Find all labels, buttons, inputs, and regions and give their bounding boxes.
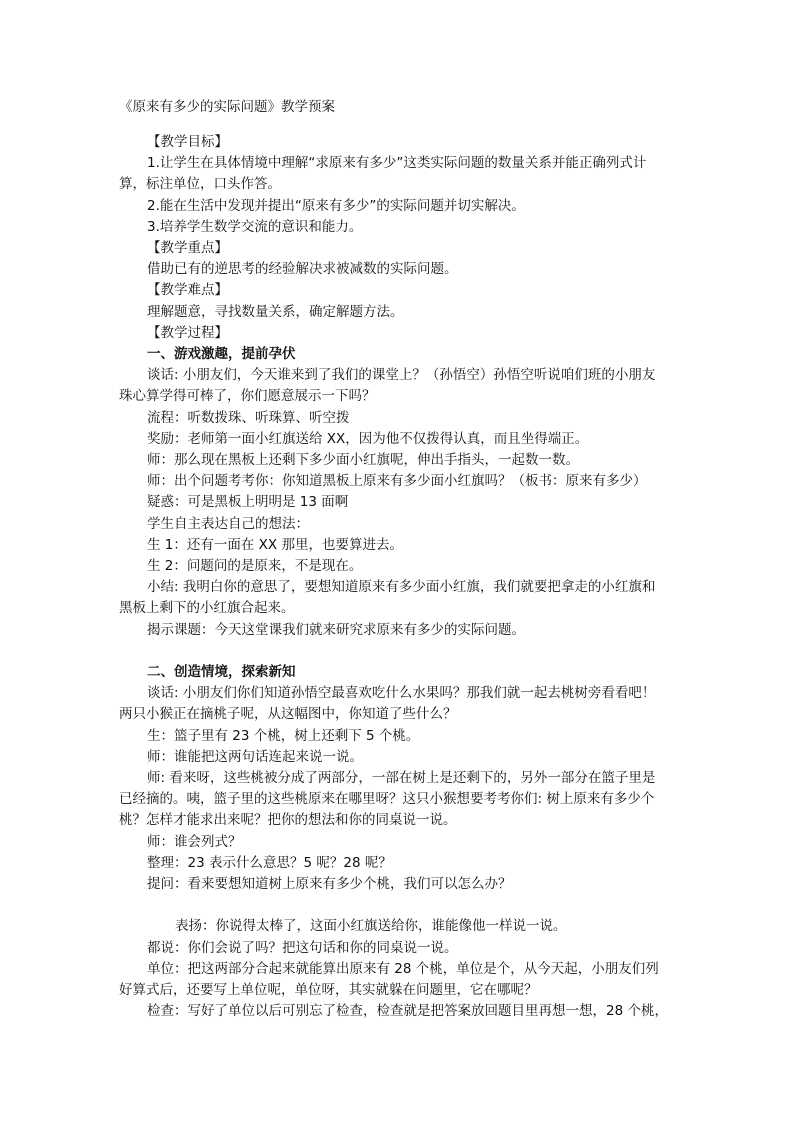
paragraph-line: 两只小猴正在摘桃子呢，从这幅图中，你知道了些什么？ [119,706,457,723]
paragraph-line: 师: 看来呀，这些桃被分成了两部分，一部在树上是还剩下的，另外一部分在篮子里是 [147,770,656,787]
objective-2: 2.能在生活中发现并提出“原来有多少”的实际问题并切实解决。 [147,197,525,214]
document-title: 《原来有多少的实际问题》教学预案 [119,99,335,115]
paragraph-line: 疑惑：可是黑板上明明是 13 面啊 [147,494,349,511]
paragraph-line: 谈话: 小朋友们，今天谁来到了我们的课堂上？（孙悟空）孙悟空听说咱们班的小朋友 [147,367,656,384]
difficulty-text: 理解题意，寻找数量关系，确定解题方法。 [147,303,404,320]
paragraph-line: 小结: 我明白你的意思了，要想知道原来有多少面小红旗，我们就要把拿走的小红旗和 [147,579,656,596]
paragraph-line: 师：谁能把这两句话连起来说一说。 [147,748,363,765]
blank-line [119,641,679,662]
objective-3: 3.培养学生数学交流的意识和能力。 [147,218,363,235]
paragraph-line: 生 1：还有一面在 XX 那里，也要算进去。 [147,536,403,553]
objective-1: 1.让学生在具体情境中理解“求原来有多少”这类实际问题的数量关系并能正确列式计 [147,155,647,172]
section-heading-objectives: 【教学目标】 [147,134,228,150]
paragraph-line: 生：篮子里有 23 个桃，树上还剩下 5 个桃。 [147,727,420,744]
paragraph-line: 已经摘的。咦，篮子里的这些桃原来在哪里呀？这只小猴想要考考你们: 树上原来有多少个 [119,791,655,808]
objective-1-cont: 算，标注单位，口头作答。 [119,176,281,193]
paragraph-line: 整理：23 表示什么意思？5 呢？28 呢？ [147,854,392,871]
paragraph-line: 提问：看来要想知道树上原来有多少个桃，我们可以怎么办？ [147,876,512,893]
document-body [119,132,679,1023]
section-heading-key-points: 【教学重点】 [147,240,228,257]
paragraph-line: 师：出个问题考考你：你知道黑板上原来有多少面小红旗吗？（板书：原来有多少） [147,473,647,490]
paragraph-line: 揭示课题：今天这堂课我们就来研究求原来有多少的实际问题。 [147,621,525,638]
paragraph-line: 师：谁会列式？ [147,833,242,850]
part-one-heading: 一、游戏激趣，提前孕伏 [147,346,296,363]
paragraph-line: 检查：写好了单位以后可别忘了检查，检查就是把答案放回题目里再想一想，28 个桃， [147,1003,668,1020]
key-point-text: 借助已有的逆思考的经验解决求被减数的实际问题。 [147,261,458,278]
paragraph-line: 流程：听数拨珠、听珠算、听空拨 [147,409,350,426]
paragraph-line: 谈话: 小朋友们你们知道孙悟空最喜欢吃什么水果吗？那我们就一起去桃树旁看看吧！ [147,685,656,702]
paragraph-line: 表扬：你说得太棒了，这面小红旗送给你，谁能像他一样说一说。 [175,918,567,935]
paragraph-line: 珠心算学得可棒了，你们愿意展示一下吗？ [119,388,376,405]
paragraph-line: 奖励：老师第一面小红旗送给 XX，因为他不仅拨得认真，而且坐得端正。 [147,430,589,447]
paragraph-line: 单位：把这两部分合起来就能算出原来有 28 个桃，单位是个，从今天起，小朋友们列 [147,960,659,977]
blank-line [119,895,679,916]
paragraph-line: 生 2：问题问的是原来，不是现在。 [147,558,363,575]
paragraph-line: 都说：你们会说了吗？把这句话和你的同桌说一说。 [147,939,458,956]
paragraph-line: 黑板上剩下的小红旗合起来。 [119,600,295,617]
part-two-heading: 二、创造情境，探索新知 [147,664,296,681]
paragraph-line: 师：那么现在黑板上还剩下多少面小红旗呢，伸出手指头，一起数一数。 [147,452,579,469]
paragraph-line: 好算式后，还要写上单位呢，单位呀，其实就躲在问题里，它在哪呢？ [119,982,538,999]
section-heading-difficulties: 【教学难点】 [147,282,228,299]
section-heading-process: 【教学过程】 [147,324,228,341]
paragraph-line: 桃？怎样才能求出来呢？把你的想法和你的同桌说一说。 [119,812,457,829]
paragraph-line: 学生自主表达自己的想法： [147,515,309,532]
